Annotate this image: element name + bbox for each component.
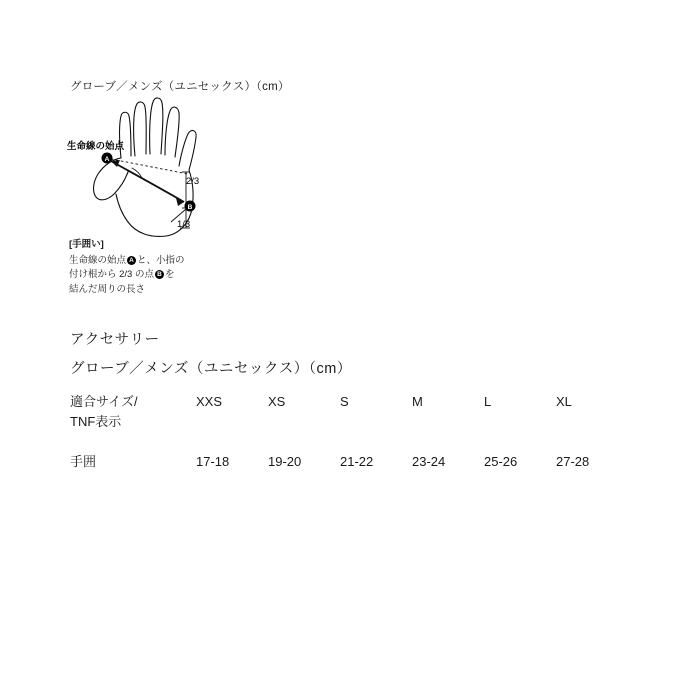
size-cell: S <box>340 394 349 409</box>
table-row-hand-circumference <box>70 452 628 472</box>
measurement-note-line2-head: 付け根から 2/3 の点 <box>69 269 154 281</box>
table-row-sizes <box>70 392 628 452</box>
hand-value-cell: 25-26 <box>484 454 518 470</box>
size-cell: XS <box>268 394 286 409</box>
measurement-note <box>69 238 269 298</box>
life-line-origin-label: 生命線の始点 <box>67 141 125 152</box>
measurement-note-line3: 結んだ周りの長さ <box>69 284 146 296</box>
svg-text:A: A <box>104 155 110 163</box>
point-a-marker <box>102 153 113 164</box>
svg-text:B: B <box>187 203 193 211</box>
fraction-upper-label: 2/3 <box>186 176 200 187</box>
section-subtitle: グローブ／メンズ（ユニセックス）（cm） <box>70 361 352 377</box>
diagram-caption: グローブ／メンズ（ユニセックス）（cm） <box>70 81 290 93</box>
hand-value-cell: 21-22 <box>340 454 374 470</box>
size-cell: XXS <box>196 394 223 409</box>
size-cell: XL <box>556 394 572 409</box>
fraction-lower-label: 1/3 <box>177 219 191 230</box>
measurement-note-line1-head: 生命線の始点 <box>69 254 127 266</box>
row-header-size-line2: TNF表示 <box>70 414 122 430</box>
size-table <box>70 392 628 472</box>
size-cell: L <box>484 394 492 409</box>
measurement-note-title: [手囲い] <box>69 239 104 250</box>
section-title: アクセサリー <box>70 332 160 348</box>
measurement-note-line2-tail: を <box>165 269 175 281</box>
size-table-section <box>70 328 630 472</box>
row-header-hand: 手囲 <box>70 454 97 470</box>
hand-value-cell: 27-28 <box>556 454 590 470</box>
point-a-badge: A <box>127 256 136 265</box>
hand-value-cell: 17-18 <box>196 454 230 470</box>
measure-arrow-line <box>111 161 184 202</box>
row-header-size <box>70 392 196 452</box>
row-header-size-line1: 適合サイズ/ <box>70 394 138 409</box>
point-b-marker <box>185 201 196 212</box>
size-cell: M <box>412 394 423 409</box>
hand-value-cell: 19-20 <box>268 454 302 470</box>
point-b-badge: B <box>155 270 164 279</box>
hand-value-cell: 23-24 <box>412 454 446 470</box>
measurement-note-line1-tail: と、小指の <box>137 254 185 266</box>
